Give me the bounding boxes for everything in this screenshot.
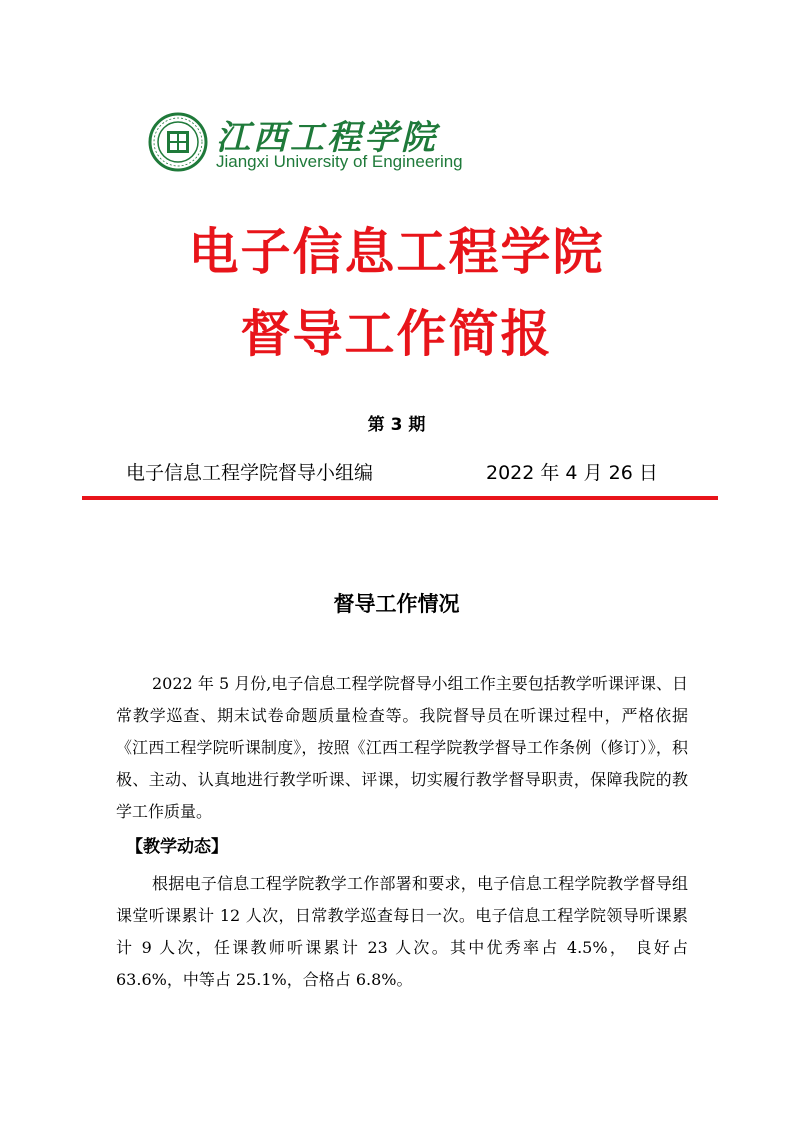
publish-date: 2022 年 4 月 26 日 (486, 462, 658, 484)
red-divider (82, 496, 718, 500)
paragraph-intro: 2022 年 5 月份,电子信息工程学院督导小组工作主要包括教学听课评课、日常教学巡查、期末试卷命题质量检查等。我院督导员在听课过程中，严格依据《江西工程学院听课制度》，按照《江西工程学院教学督导工作条例（修订）》，积极、主动、认真地进行教学听课、评课，切实履行教学督导职责，保障我院的教学工作质量。 (116, 674, 688, 821)
university-seal-icon (148, 112, 208, 172)
section-title: 督导工作情况 (333, 592, 460, 616)
logo-name-chinese: 江西工程学院 (216, 118, 438, 158)
issue-number: 第 3 期 (367, 415, 426, 435)
editor-line: 电子信息工程学院督导小组编 (126, 462, 374, 484)
logo-name-english: Jiangxi University of Engineering (216, 152, 463, 171)
subheading-teaching-dynamics: 【教学动态】 (126, 837, 228, 857)
paragraph-teaching-dynamics: 根据电子信息工程学院教学工作部署和要求，电子信息工程学院教学督导组课堂听课累计 12 人次，日常教学巡查每日一次。电子信息工程学院领导听课累计 9 人次，任课教师听课累计 23 人次。其中优秀率占 4.5%， 良好占 63.6%，中等占 25.1%，合格占 6.8%。 (116, 874, 688, 989)
university-logo (148, 108, 463, 178)
report-title-line2: 督导工作简报 (240, 305, 553, 363)
report-title-line1: 电子信息工程学院 (188, 223, 605, 281)
